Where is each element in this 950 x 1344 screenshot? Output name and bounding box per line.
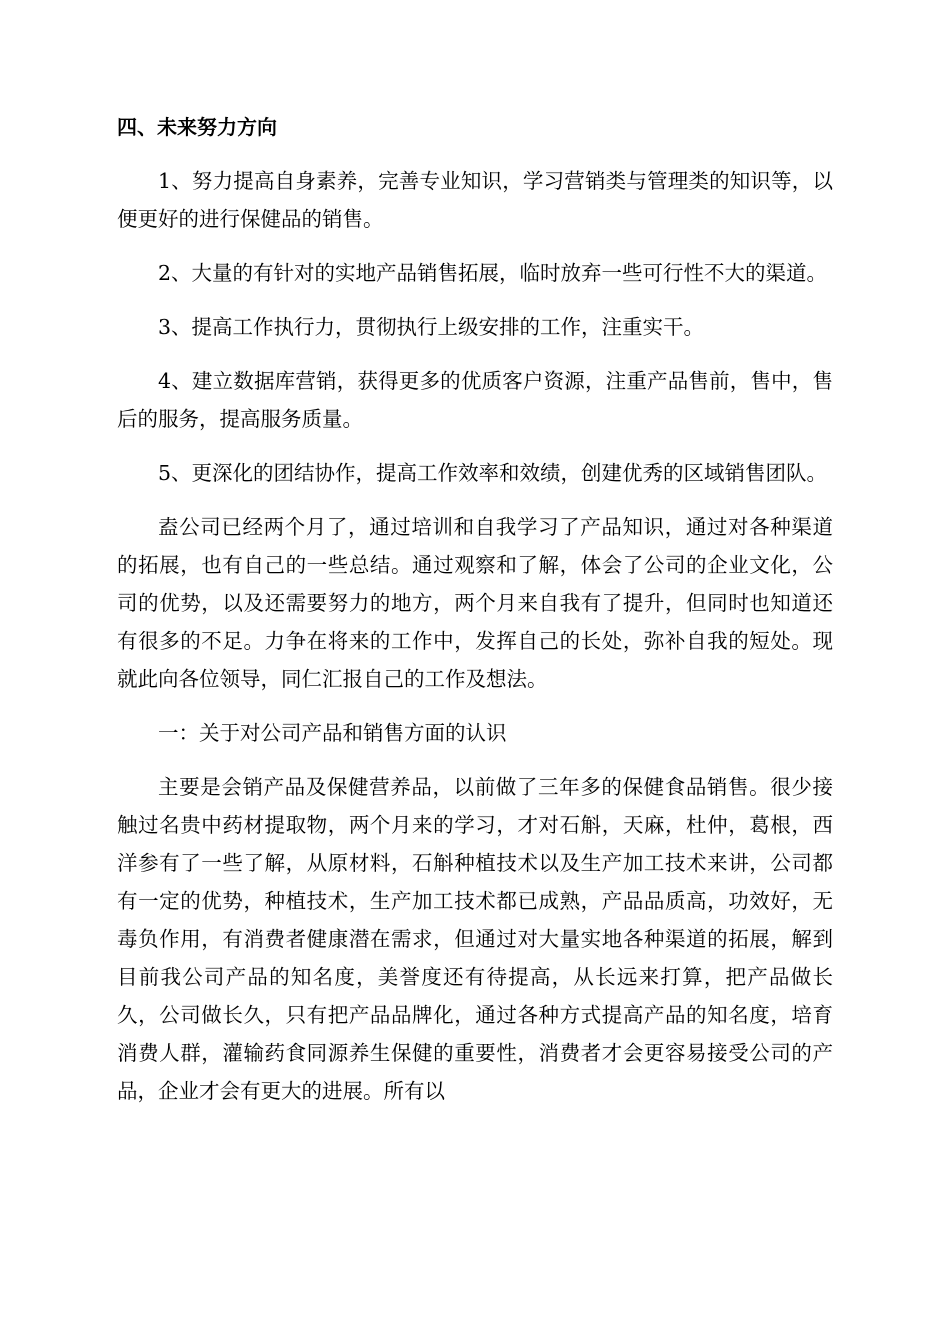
paragraph-intro: 盍公司已经两个月了，通过培训和自我学习了产品知识，通过对各种渠道的拓展，也有自己的一些总结。通过观察和了解，体会了公司的企业文化，公司的优势，以及还需要努力的地方，两个月来自我有了提升，但同时也知道还有很多的不足。力争在将来的工作中，发挥自己的长处，弥补自我的短处。现就此向各位领导，同仁汇报自己的工作及想法。 [117, 515, 833, 691]
section-heading: 四、未来努力方向 [117, 115, 277, 139]
paragraph-product-knowledge: 主要是会销产品及保健营养品，以前做了三年多的保健食品销售。很少接触过名贵中药材提取物，两个月来的学习，才对石斛，天麻，杜仲，葛根，西洋参有了一些了解，从原材料，石斛种植技术以及生产加工技术来讲，公司都有一定的优势，种植技术，生产加工技术都已成熟，产品品质高，功效好，无毒负作用，有消费者健康潜在需求，但通过对大量实地各种渠道的拓展，解到目前我公司产品的知名度，美誉度还有待提高，从长远来打算，把产品做长久，公司做长久，只有把产品品牌化，通过各种方式提高产品的知名度，培育消费人群，灌输药食同源养生保健的重要性，消费者才会更容易接受公司的产品，企业才会有更大的进展。所有以 [117, 775, 833, 1103]
paragraph-goal-1: 1、努力提高自身素养，完善专业知识，学习营销类与管理类的知识等，以便更好的进行保健品的销售。 [117, 169, 833, 231]
document-page [117, 108, 833, 1126]
paragraph-goal-3: 3、提高工作执行力，贯彻执行上级安排的工作，注重实干。 [158, 315, 705, 339]
paragraph-goal-4: 4、建立数据库营销，获得更多的优质客户资源，注重产品售前，售中，售后的服务，提高服务质量。 [117, 369, 833, 431]
paragraph-goal-2: 2、大量的有针对的实地产品销售拓展，临时放弃一些可行性不大的渠道。 [158, 261, 828, 285]
paragraph-subheading: 一：关于对公司产品和销售方面的认识 [158, 721, 507, 745]
paragraph-goal-5: 5、更深化的团结协作，提高工作效率和效绩，创建优秀的区域销售团队。 [158, 461, 828, 485]
